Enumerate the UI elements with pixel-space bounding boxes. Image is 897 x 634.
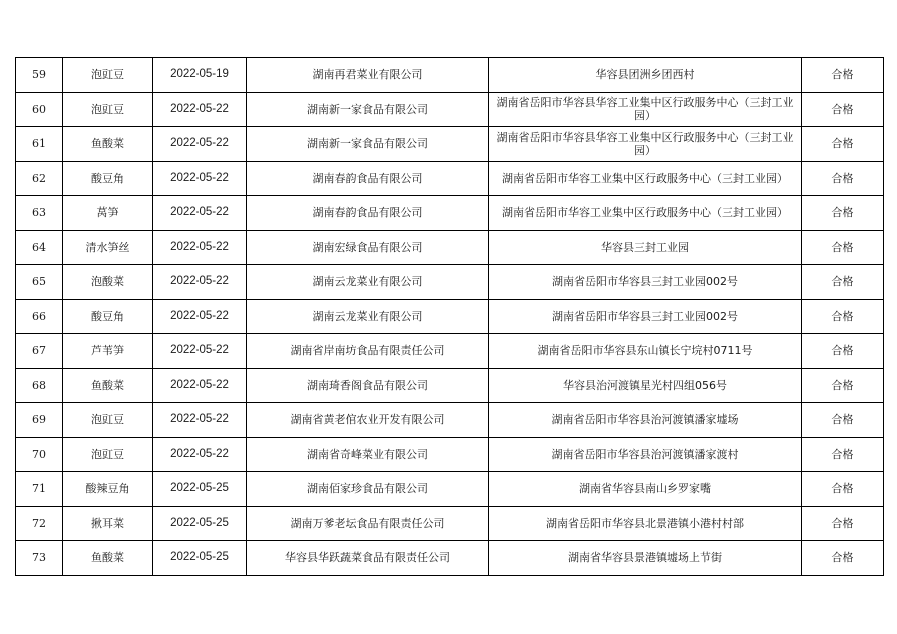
production-date: 2022-05-25 <box>153 506 247 541</box>
product-name: 泡豇豆 <box>63 58 153 93</box>
row-number: 73 <box>16 541 63 576</box>
production-date: 2022-05-22 <box>153 403 247 438</box>
table-row <box>16 265 884 300</box>
production-date: 2022-05-25 <box>153 541 247 576</box>
inspection-result: 合格 <box>802 92 884 127</box>
company-name: 湖南再君菜业有限公司 <box>247 58 489 93</box>
row-number: 64 <box>16 230 63 265</box>
row-number: 63 <box>16 196 63 231</box>
production-date: 2022-05-22 <box>153 265 247 300</box>
company-address: 湖南省岳阳市华容工业集中区行政服务中心（三封工业园） <box>489 161 802 196</box>
table-row <box>16 506 884 541</box>
company-address: 湖南省岳阳市华容县华容工业集中区行政服务中心（三封工业园） <box>489 92 802 127</box>
table-body <box>16 58 884 576</box>
production-date: 2022-05-22 <box>153 92 247 127</box>
inspection-result: 合格 <box>802 368 884 403</box>
table-row <box>16 437 884 472</box>
company-name: 湖南春韵食品有限公司 <box>247 161 489 196</box>
table-row <box>16 230 884 265</box>
company-address: 华容县团洲乡团西村 <box>489 58 802 93</box>
production-date: 2022-05-22 <box>153 437 247 472</box>
table-row <box>16 403 884 438</box>
row-number: 70 <box>16 437 63 472</box>
inspection-result: 合格 <box>802 127 884 162</box>
inspection-result: 合格 <box>802 472 884 507</box>
row-number: 67 <box>16 334 63 369</box>
company-address: 湖南省岳阳市华容县华容工业集中区行政服务中心（三封工业园） <box>489 127 802 162</box>
row-number: 61 <box>16 127 63 162</box>
inspection-result: 合格 <box>802 334 884 369</box>
company-name: 华容县华跃蔬菜食品有限责任公司 <box>247 541 489 576</box>
table-row <box>16 92 884 127</box>
company-address: 湖南省岳阳市华容县治河渡镇潘家墟场 <box>489 403 802 438</box>
row-number: 68 <box>16 368 63 403</box>
company-name: 湖南万爹老坛食品有限责任公司 <box>247 506 489 541</box>
company-name: 湖南新一家食品有限公司 <box>247 92 489 127</box>
inspection-result: 合格 <box>802 437 884 472</box>
row-number: 71 <box>16 472 63 507</box>
table-row <box>16 196 884 231</box>
company-address: 湖南省岳阳市华容县三封工业园002号 <box>489 265 802 300</box>
inspection-result: 合格 <box>802 265 884 300</box>
inspection-result: 合格 <box>802 299 884 334</box>
production-date: 2022-05-22 <box>153 299 247 334</box>
row-number: 69 <box>16 403 63 438</box>
table-row <box>16 368 884 403</box>
company-name: 湖南省岸南坊食品有限责任公司 <box>247 334 489 369</box>
company-address: 湖南省岳阳市华容县东山镇长宁垸村0711号 <box>489 334 802 369</box>
product-name: 清水笋丝 <box>63 230 153 265</box>
row-number: 65 <box>16 265 63 300</box>
company-name: 湖南佰家珍食品有限公司 <box>247 472 489 507</box>
production-date: 2022-05-22 <box>153 334 247 369</box>
company-name: 湖南云龙菜业有限公司 <box>247 265 489 300</box>
company-name: 湖南省黄老倌农业开发有限公司 <box>247 403 489 438</box>
inspection-result: 合格 <box>802 58 884 93</box>
production-date: 2022-05-22 <box>153 368 247 403</box>
product-name: 鱼酸菜 <box>63 541 153 576</box>
inspection-result: 合格 <box>802 506 884 541</box>
row-number: 66 <box>16 299 63 334</box>
product-name: 泡豇豆 <box>63 437 153 472</box>
production-date: 2022-05-22 <box>153 196 247 231</box>
product-name: 泡豇豆 <box>63 92 153 127</box>
product-name: 酸辣豆角 <box>63 472 153 507</box>
company-address: 华容县三封工业园 <box>489 230 802 265</box>
company-address: 湖南省华容县景港镇墟场上节街 <box>489 541 802 576</box>
company-name: 湖南新一家食品有限公司 <box>247 127 489 162</box>
company-name: 湖南省奇峰菜业有限公司 <box>247 437 489 472</box>
row-number: 60 <box>16 92 63 127</box>
company-address: 湖南省岳阳市华容县治河渡镇潘家渡村 <box>489 437 802 472</box>
product-name: 泡豇豆 <box>63 403 153 438</box>
company-name: 湖南宏绿食品有限公司 <box>247 230 489 265</box>
production-date: 2022-05-22 <box>153 230 247 265</box>
table-row <box>16 161 884 196</box>
product-name: 泡酸菜 <box>63 265 153 300</box>
production-date: 2022-05-22 <box>153 161 247 196</box>
company-address: 湖南省岳阳市华容工业集中区行政服务中心（三封工业园） <box>489 196 802 231</box>
company-address: 华容县治河渡镇星光村四组056号 <box>489 368 802 403</box>
table-row <box>16 299 884 334</box>
inspection-result: 合格 <box>802 196 884 231</box>
product-name: 莴笋 <box>63 196 153 231</box>
inspection-result: 合格 <box>802 230 884 265</box>
product-name: 揪耳菜 <box>63 506 153 541</box>
company-address: 湖南省华容县南山乡罗家嘴 <box>489 472 802 507</box>
product-name: 鱼酸菜 <box>63 368 153 403</box>
company-name: 湖南云龙菜业有限公司 <box>247 299 489 334</box>
product-name: 酸豆角 <box>63 299 153 334</box>
inspection-result: 合格 <box>802 541 884 576</box>
row-number: 72 <box>16 506 63 541</box>
product-name: 芦苇笋 <box>63 334 153 369</box>
table-row <box>16 541 884 576</box>
company-address: 湖南省岳阳市华容县北景港镇小港村村部 <box>489 506 802 541</box>
table-row <box>16 58 884 93</box>
company-name: 湖南琦香阁食品有限公司 <box>247 368 489 403</box>
company-name: 湖南春韵食品有限公司 <box>247 196 489 231</box>
table-row <box>16 127 884 162</box>
inspection-results-table <box>15 57 884 576</box>
production-date: 2022-05-22 <box>153 127 247 162</box>
row-number: 62 <box>16 161 63 196</box>
table-row <box>16 334 884 369</box>
company-address: 湖南省岳阳市华容县三封工业园002号 <box>489 299 802 334</box>
inspection-result: 合格 <box>802 161 884 196</box>
row-number: 59 <box>16 58 63 93</box>
production-date: 2022-05-19 <box>153 58 247 93</box>
table-row <box>16 472 884 507</box>
production-date: 2022-05-25 <box>153 472 247 507</box>
product-name: 鱼酸菜 <box>63 127 153 162</box>
inspection-result: 合格 <box>802 403 884 438</box>
product-name: 酸豆角 <box>63 161 153 196</box>
